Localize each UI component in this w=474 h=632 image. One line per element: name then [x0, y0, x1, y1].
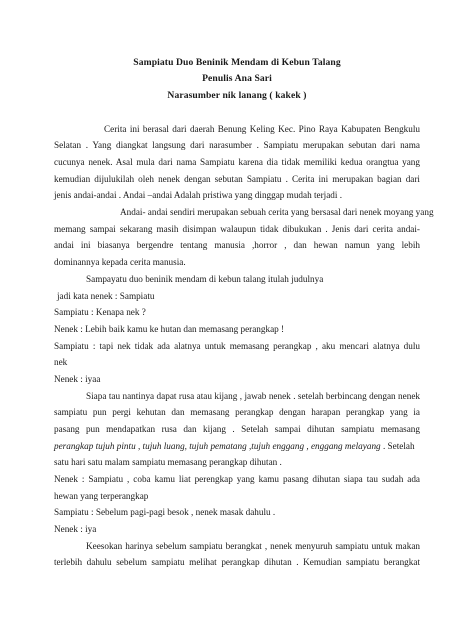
dialogue-line: Nenek : Sampiatu , coba kamu liat perengkap yang kamu pasang dihutan siapa tau sudah ada — [54, 474, 420, 484]
dialogue-line: Sampiatu : Sebelum pagi-pagi besok , nenek masak dahulu . — [54, 507, 276, 517]
dialogue-line: jadi kata nenek : Sampiatu — [57, 291, 155, 301]
paragraph-line: kemudian dijulukilah oleh nenek dengan sebutan Sampiatu . Cerita ini merupakan bagian dari — [54, 174, 420, 184]
source-line: Narasumber nik lanang ( kakek ) — [167, 90, 307, 101]
dialogue-line: Sampiatu : tapi nek tidak ada alatnya untuk memasang perangkap , aku mencari alatnya dulu — [54, 341, 420, 351]
italic-phrase: perangkap tujuh pintu , tujuh luang, tujuh pematang ,tujuh enggang , enggang melayang — [54, 441, 381, 451]
dialogue-line: hewan yang terperangkap — [54, 491, 149, 501]
paragraph-line: Selatan . Yang diangkat langsung dari narasumber . Sampiatu merupakan sebutan dari nama — [54, 140, 420, 150]
paragraph-line: Andai- andai sendiri merupakan sebuah cerita yang bersasal dari nenek moyang yang — [120, 207, 434, 217]
paragraph-line: cucunya nenek. Asal mula dari nama Sampiatu karena dia tidak memiliki kedua orangtua yang — [54, 157, 420, 167]
paragraph-line: pasang pun mendapatkan rusa dan kijang . Setelah sampai dihutan sampiatu memasang — [54, 424, 420, 434]
paragraph-line: satu hari satu malam sampiatu memasang perangkap dihutan . — [54, 457, 282, 467]
paragraph-line: Siapa tau nantinya dapat rusa atau kijang , jawab nenek . setelah berbincang dengan nenek — [86, 391, 420, 401]
dialogue-line: Nenek : iya — [54, 524, 97, 534]
dialogue-line: Sampiatu : Kenapa nek ? — [54, 307, 146, 317]
dialogue-line: Nenek : Lebih baik kamu ke hutan dan memasang perangkap ! — [54, 324, 285, 334]
author-line: Penulis Ana Sari — [202, 73, 272, 84]
paragraph-line: Sampayatu duo beninik mendam di kebun talang itulah judulnya — [86, 274, 324, 284]
paragraph-line: terlebih dahulu sebelum sampiatu melihat perangkap dihutan . Kemudian sampiatu berangkat — [54, 557, 420, 567]
paragraph-line: andai ini biasanya bergendre tentang manusia ,horror , dan hewan namun yang lebih — [54, 240, 420, 250]
dialogue-line: Nenek : iyaa — [54, 374, 101, 384]
dialogue-line: nek — [54, 357, 68, 367]
document-title: Sampiatu Duo Beninik Mendam di Kebun Talang — [133, 57, 341, 68]
paragraph-line: Keesokan harinya sebelum sampiatu berangkat , nenek menyuruh sampiatu untuk makan — [86, 541, 420, 551]
paragraph-line — [54, 440, 420, 452]
paragraph-line: Cerita ini berasal dari daerah Benung Keling Kec. Pino Raya Kabupaten Bengkulu — [104, 124, 420, 134]
paragraph-line: sampiatu pun pergi kehutan dan memasang perangkap dengan harapan perangkap yang ia — [54, 407, 420, 417]
paragraph-text: . Setelah — [380, 441, 415, 451]
paragraph-line: jenis andai-andai . Andai –andai Adalah pristiwa yang dinggap mudah terjadi . — [54, 190, 343, 200]
paragraph-line: dominannya kepada cerita manusia. — [54, 257, 186, 267]
paragraph-line: memang sampai sekarang masih disimpan walaupun tidak dibukukan . Jenis dari cerita andai- — [54, 224, 420, 234]
